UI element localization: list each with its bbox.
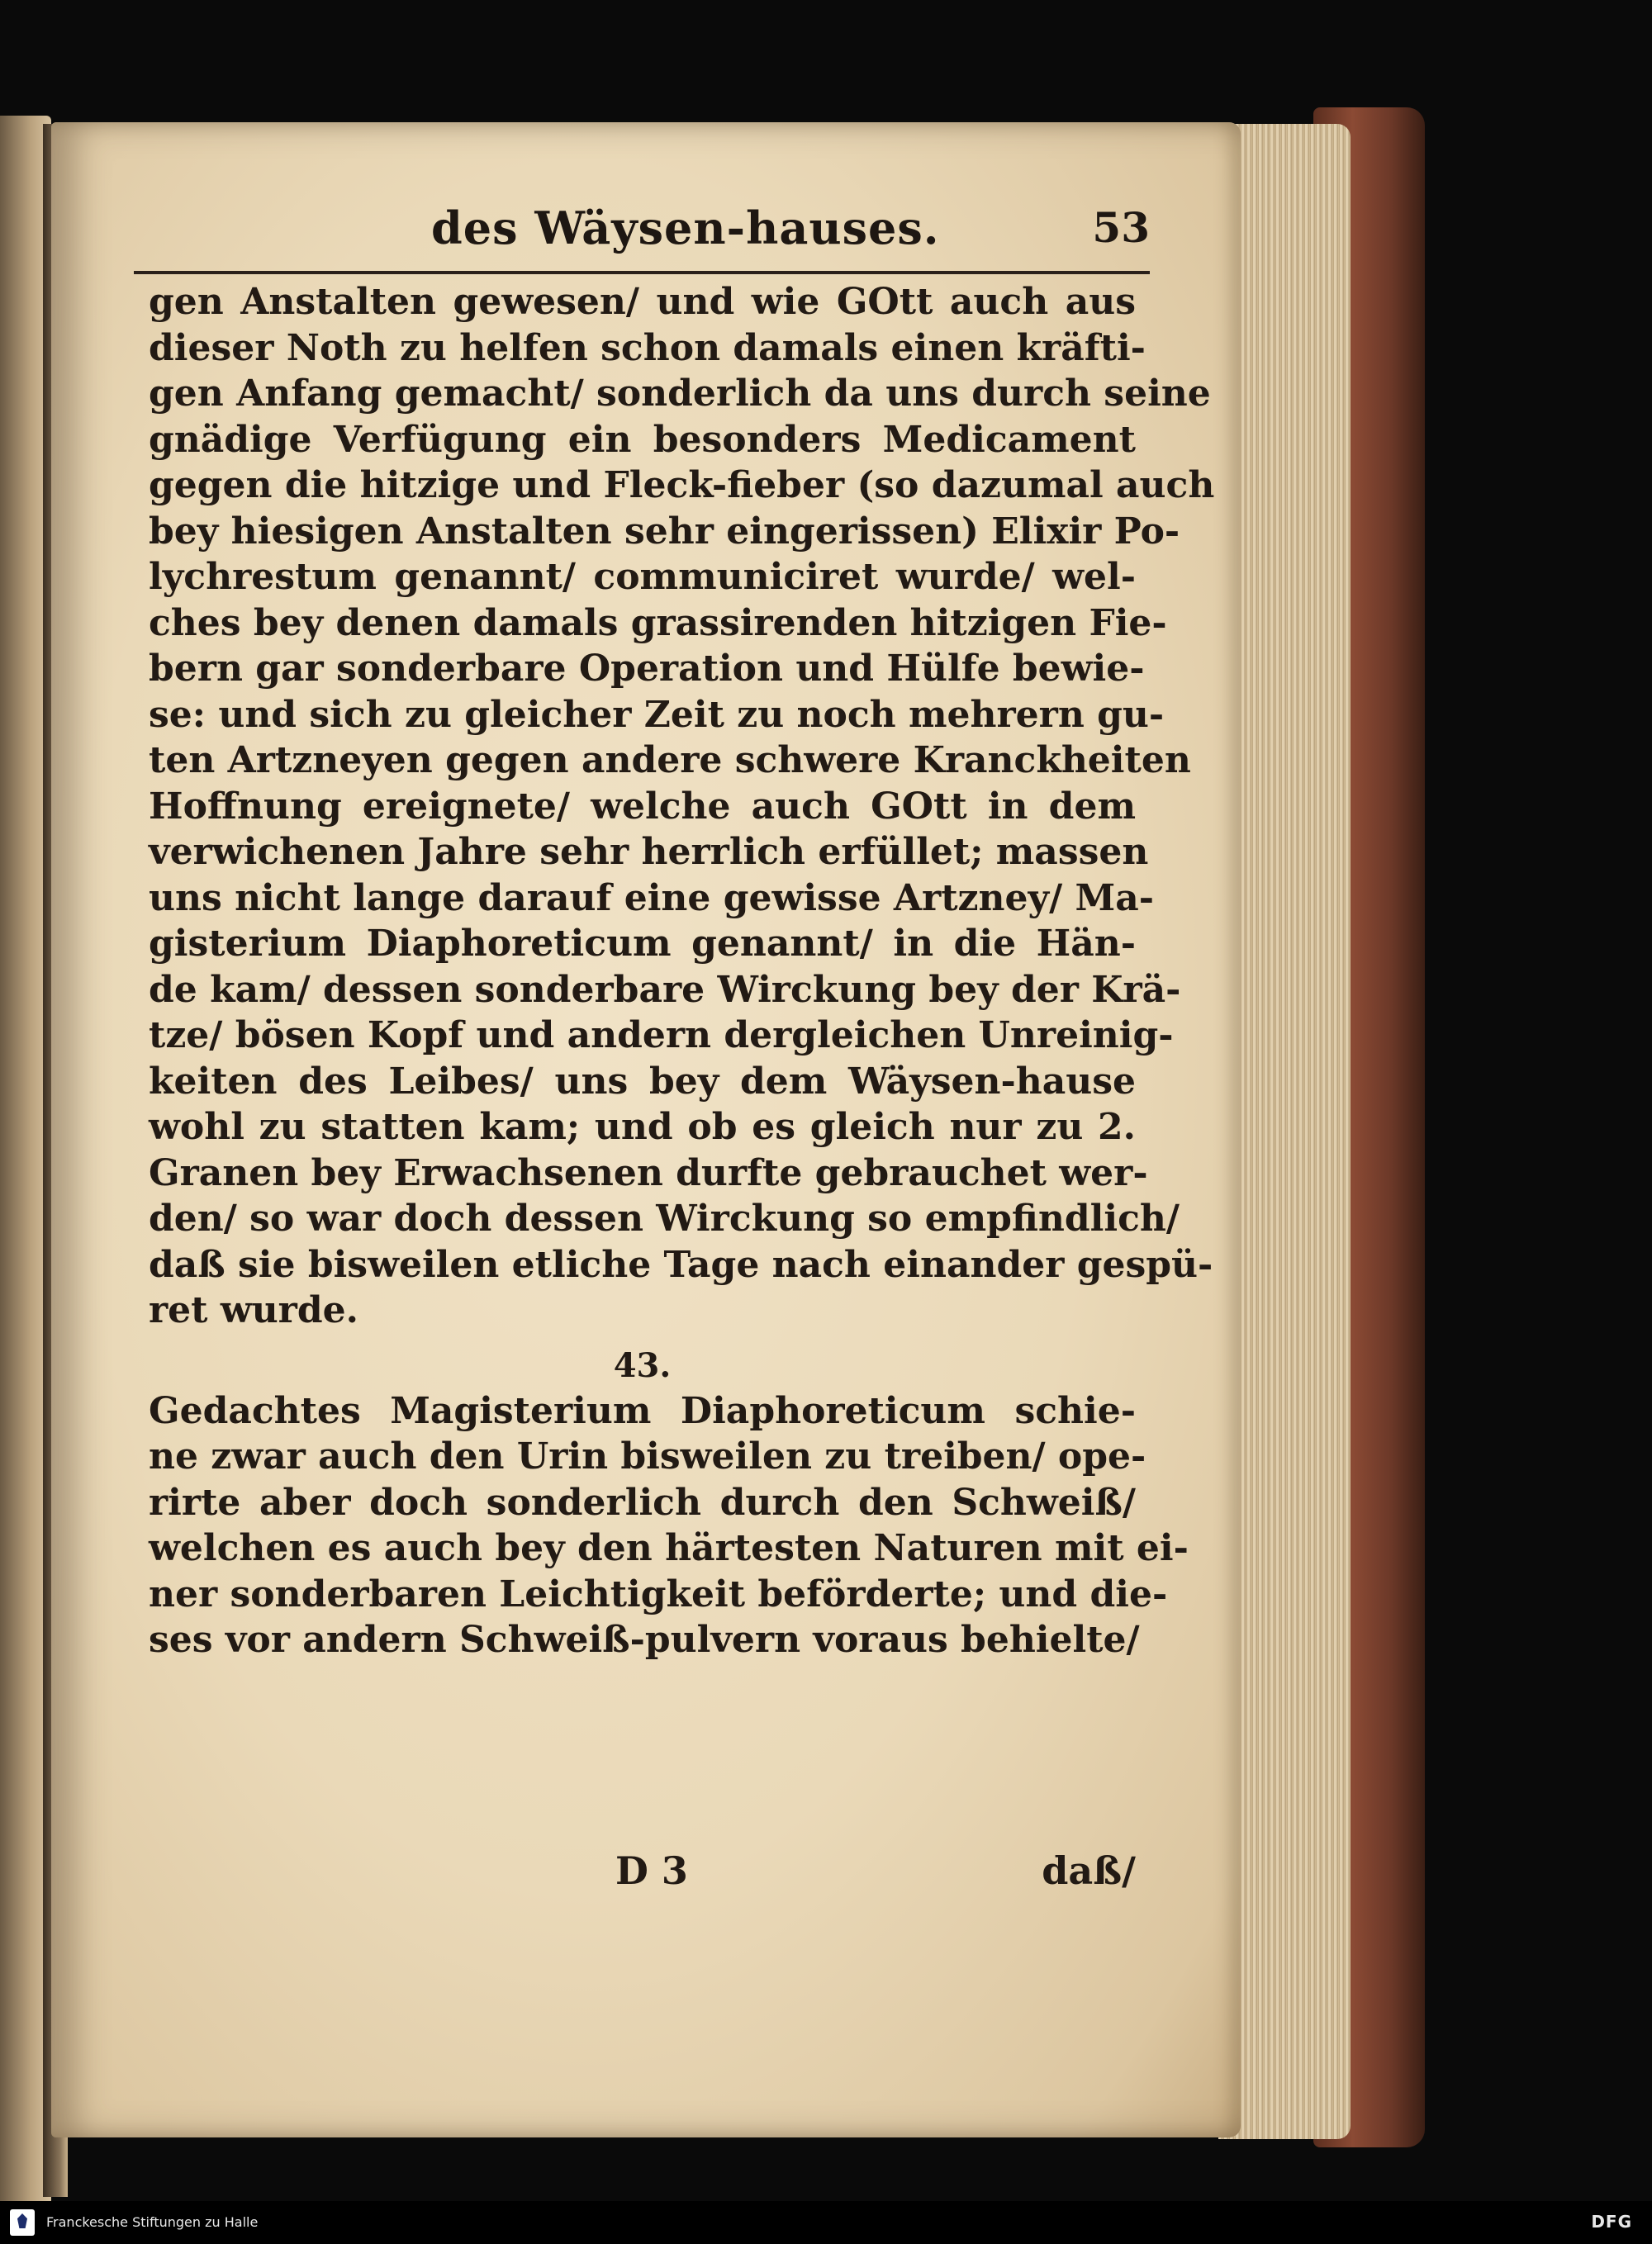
- text-line: wohl zu statten kam; und ob es gleich nur zu 2.: [149, 1106, 1136, 1148]
- page-header: [134, 202, 1150, 259]
- institution-logo-icon: [10, 2209, 35, 2236]
- text-line: gen Anfang gemacht/ sonderlich da uns durch seine: [149, 372, 1211, 415]
- running-head: des Wäysen-hauses.: [431, 202, 940, 254]
- text-line: gnädige Verfügung ein besonders Medicament: [149, 418, 1136, 461]
- text-line: ches bey denen damals grassirenden hitzigen Fie-: [149, 601, 1167, 644]
- text-line: keiten des Leibes/ uns bey dem Wäysen-hause: [149, 1060, 1136, 1103]
- header-rule: [134, 271, 1150, 274]
- text-line: welchen es auch bey den härtesten Naturen mit ei-: [149, 1527, 1189, 1569]
- institution-name: Franckesche Stiftungen zu Halle: [46, 2214, 259, 2230]
- text-line: tze/ bösen Kopf und andern dergleichen Unreinig-: [149, 1014, 1174, 1056]
- text-line: gen Anstalten gewesen/ und wie GOtt auch aus: [149, 281, 1136, 323]
- page-footer: [149, 1848, 1136, 1901]
- text-line: Gedachtes Magisterium Diaphoreticum schie-: [149, 1389, 1136, 1432]
- text-line: rirte aber doch sonderlich durch den Schweiß/: [149, 1481, 1136, 1524]
- text-line: daß sie bisweilen etliche Tage nach einander gespü-: [149, 1243, 1213, 1286]
- text-line: Hoffnung ereignete/ welche auch GOtt in dem: [149, 785, 1136, 828]
- text-line: ses vor andern Schweiß-pulvern voraus behielte/: [149, 1619, 1140, 1661]
- catchword: daß/: [1042, 1848, 1136, 1893]
- text-line: ne zwar auch den Urin bisweilen zu treiben/ ope-: [149, 1435, 1146, 1478]
- paragraph-1: [149, 279, 1215, 1334]
- funder-logo: DFG: [1591, 2212, 1632, 2232]
- text-line: Granen bey Erwachsenen durfte gebrauchet wer-: [149, 1151, 1148, 1194]
- text-line: ner sonderbaren Leichtigkeit beförderte; und die-: [149, 1573, 1168, 1615]
- book-page: [51, 122, 1241, 2137]
- body-text: [149, 279, 1215, 1663]
- section-number: 43.: [613, 1345, 672, 1385]
- text-line: ten Artzneyen gegen andere schwere Kranckheiten: [149, 739, 1191, 781]
- footer-bar: [0, 2201, 1652, 2244]
- text-line: gegen die hitzige und Fleck-fieber (so dazumal auch: [149, 464, 1215, 506]
- text-line: bey hiesigen Anstalten sehr eingerissen) Elixir Po-: [149, 510, 1180, 553]
- signature-mark: D 3: [615, 1848, 688, 1893]
- text-line: de kam/ dessen sonderbare Wirckung bey der Krä-: [149, 968, 1181, 1011]
- text-line: uns nicht lange darauf eine gewisse Artzney/ Ma-: [149, 876, 1154, 919]
- page-number: 53: [1092, 203, 1150, 252]
- text-line: dieser Noth zu helfen schon damals einen kräfti-: [149, 326, 1146, 369]
- text-line: ret wurde.: [149, 1289, 358, 1331]
- text-line: gisterium Diaphoreticum genannt/ in die Hän-: [149, 923, 1136, 965]
- text-line: den/ so war doch dessen Wirckung so empfindlich/: [149, 1198, 1180, 1240]
- text-line: bern gar sonderbare Operation und Hülfe bewie-: [149, 648, 1145, 690]
- paragraph-2: [149, 1388, 1189, 1663]
- text-line: se: und sich zu gleicher Zeit zu noch mehrern gu-: [149, 693, 1165, 736]
- text-line: lychrestum genannt/ communiciret wurde/ wel-: [149, 556, 1136, 598]
- text-line: verwichenen Jahre sehr herrlich erfüllet; massen: [149, 831, 1149, 873]
